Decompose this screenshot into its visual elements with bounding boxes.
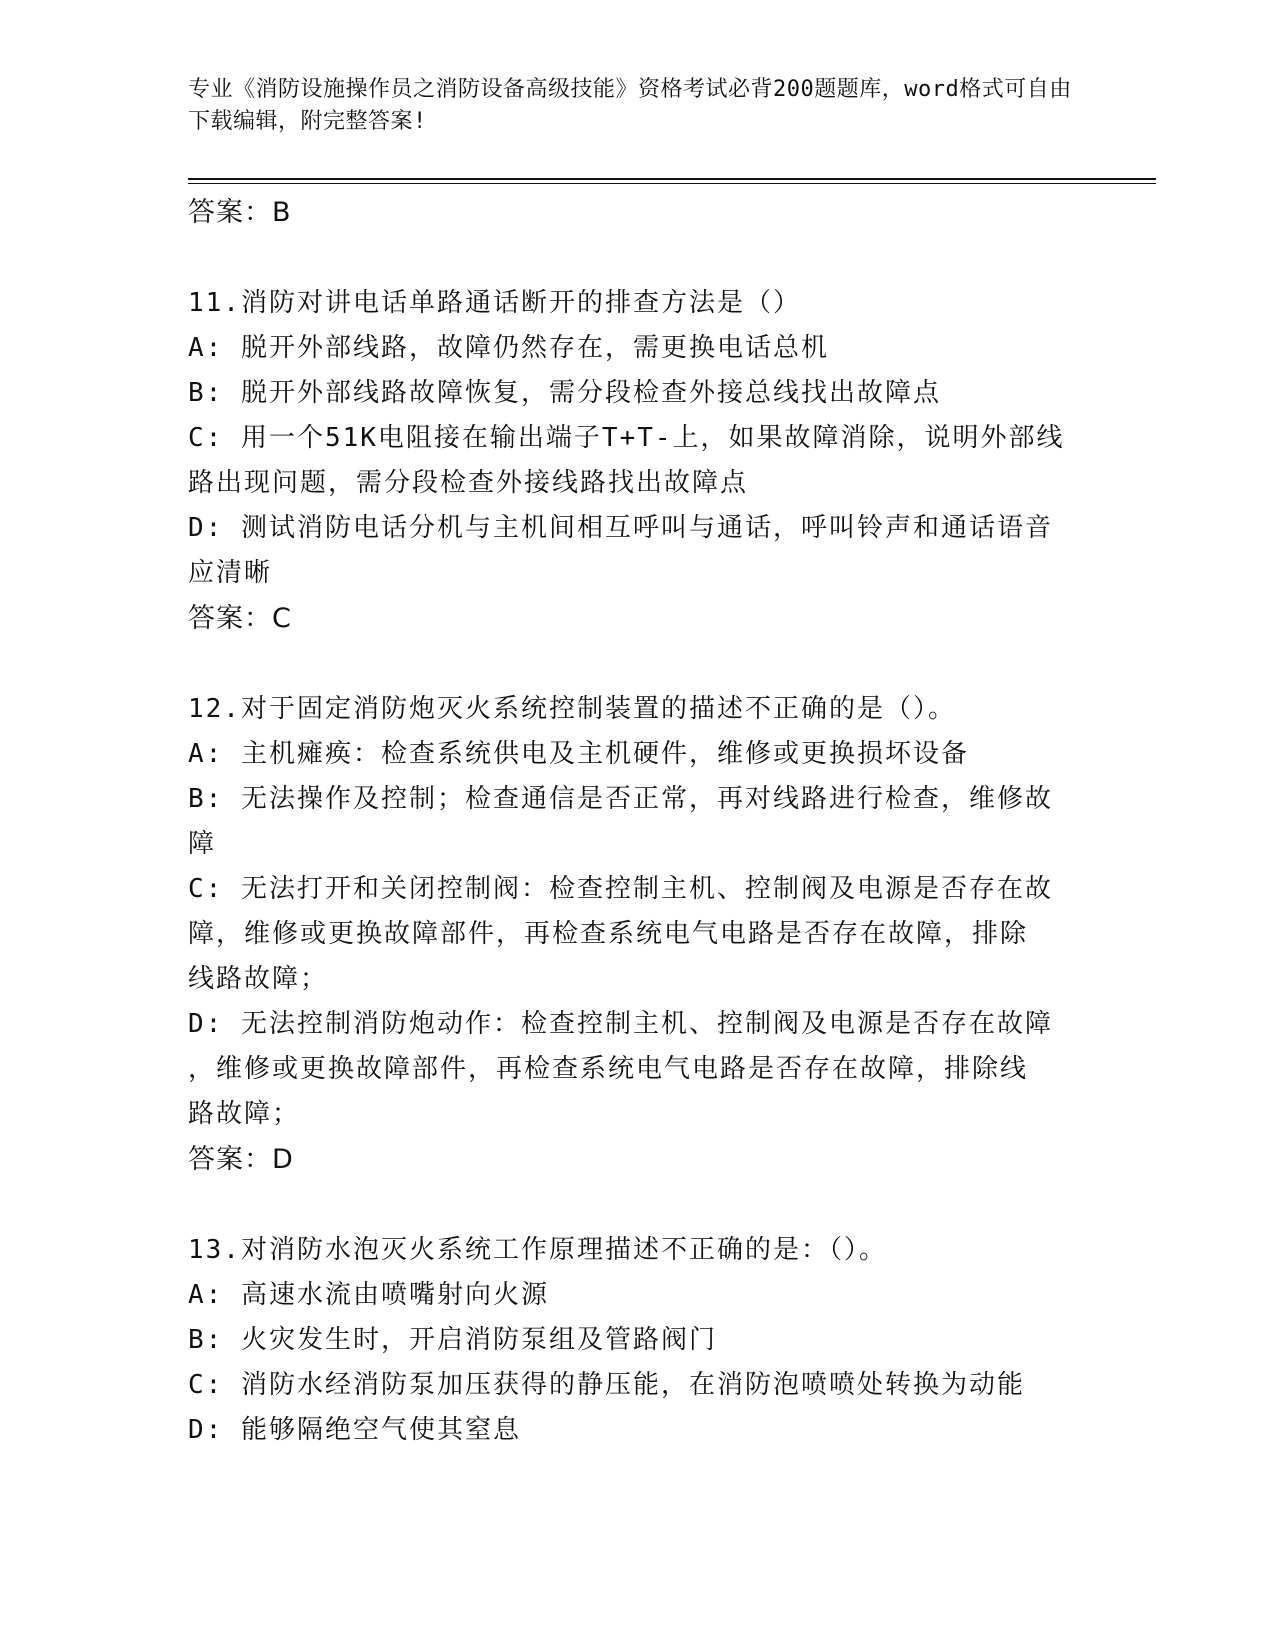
option-b: B: 无法操作及控制；检查通信是否正常，再对线路进行检查，维修故 [188,784,1053,814]
option-b-continued: 障 [188,829,217,859]
option-d-continued: 路故障； [188,1099,301,1129]
option-c: C: 用一个51K电阻接在输出端子T+T-上，如果故障消除，说明外部线 [188,423,1065,453]
option-c-continued: 路出现问题，需分段检查外接线路找出故障点 [188,468,749,498]
option-c-continued: 线路故障； [188,964,329,994]
option-b: B: 火灾发生时，开启消防泵组及管路阀门 [188,1325,717,1355]
option-d: D: 无法控制消防炮动作：检查控制主机、控制阀及电源是否存在故障 [188,1009,1053,1039]
option-c: C: 无法打开和关闭控制阀：检查控制主机、控制阀及电源是否存在故 [188,874,1053,904]
document-header [188,74,1078,138]
option-a: A: 脱开外部线路，故障仍然存在，需更换电话总机 [188,333,829,363]
question-list [188,190,1088,1453]
header-rule-thick [188,178,1156,180]
question-12 [188,687,1088,1182]
header-rule-thin [188,183,1156,184]
previous-answer: 答案：B [188,197,292,228]
spacer [188,235,1088,281]
spacer [188,641,1088,687]
option-a: A: 主机瘫痪：检查系统供电及主机硬件，维修或更换损坏设备 [188,739,969,769]
question-stem: 13.对消防水泡灭火系统工作原理描述不正确的是：（）。 [188,1235,887,1265]
option-d-continued: 应清晰 [188,558,273,588]
answer: 答案：D [188,1144,294,1175]
question-stem: 12.对于固定消防炮灭火系统控制装置的描述不正确的是（）。 [188,694,956,724]
option-b: B: 脱开外部线路故障恢复，需分段检查外接总线找出故障点 [188,378,941,408]
option-c-continued: 障，维修或更换故障部件，再检查系统电气电路是否存在故障，排除 [188,919,1029,949]
option-c: C: 消防水经消防泵加压获得的静压能，在消防泡喷喷处转换为动能 [188,1370,1025,1400]
question-13 [188,1228,1088,1453]
question-11 [188,281,1088,641]
option-d-continued: ，维修或更换故障部件，再检查系统电气电路是否存在故障，排除线 [188,1054,1029,1084]
header-title: 专业《消防设施操作员之消防设备高级技能》资格考试必背200题题库，word格式可自由下载编辑，附完整答案! [188,77,1072,134]
answer: 答案：C [188,603,292,634]
option-d: D: 测试消防电话分机与主机间相互呼叫与通话，呼叫铃声和通话语音 [188,513,1053,543]
question-stem: 11.消防对讲电话单路通话断开的排查方法是（） [188,288,801,318]
option-d: D: 能够隔绝空气使其窒息 [188,1415,521,1445]
spacer [188,1182,1088,1228]
option-a: A: 高速水流由喷嘴射向火源 [188,1280,549,1310]
